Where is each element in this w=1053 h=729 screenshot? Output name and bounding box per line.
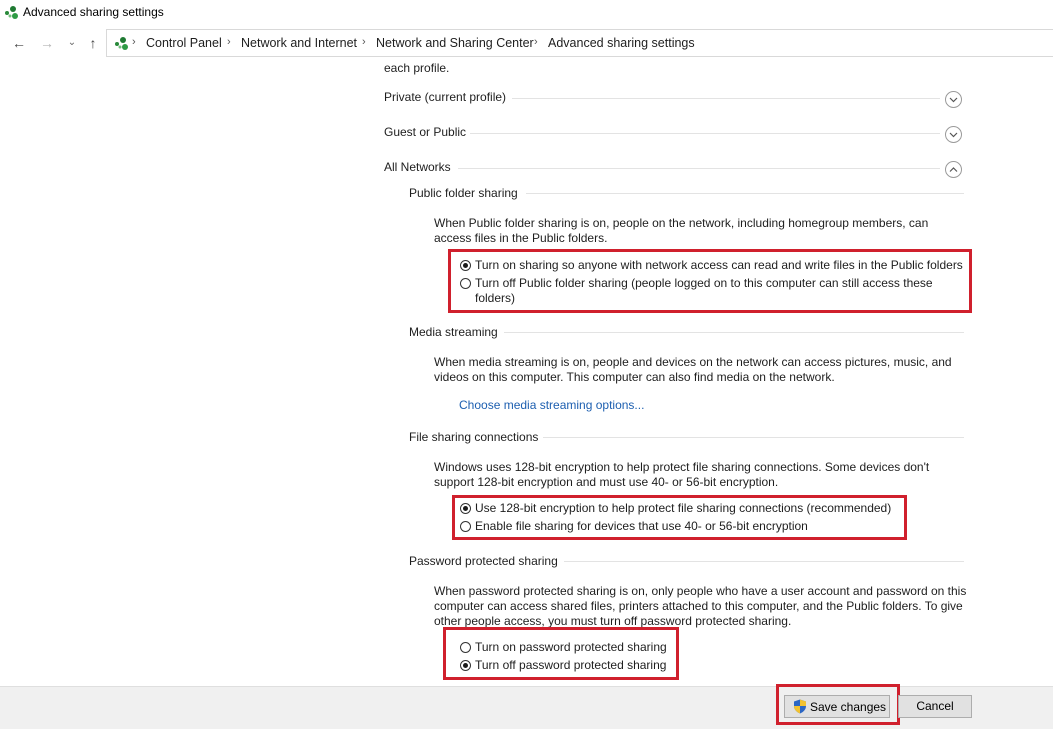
profile-private-label[interactable]: Private (current profile) (384, 90, 507, 104)
password-sharing-heading: Password protected sharing (409, 554, 558, 568)
public-folder-desc-line2: access files in the Public folders. (434, 231, 608, 245)
radio-password-sharing-on[interactable] (460, 642, 471, 653)
expand-chevron-down-icon[interactable] (945, 91, 962, 108)
divider (543, 437, 964, 438)
window-title: Advanced sharing settings (23, 5, 164, 19)
network-icon (3, 4, 19, 20)
breadcrumb-separator-icon[interactable]: › (362, 36, 366, 48)
password-sharing-on-label[interactable]: Turn on password protected sharing (475, 640, 667, 654)
file-sharing-heading: File sharing connections (409, 430, 539, 444)
divider (470, 133, 940, 134)
save-changes-button[interactable] (784, 695, 890, 718)
breadcrumb-network-and-sharing-center[interactable]: Network and Sharing Center (376, 36, 534, 50)
divider (504, 332, 964, 333)
public-folder-heading: Public folder sharing (409, 186, 518, 200)
encryption-40-56-label[interactable]: Enable file sharing for devices that use 40- or 56-bit encryption (475, 519, 808, 533)
breadcrumb-control-panel[interactable]: Control Panel (146, 36, 222, 50)
radio-password-sharing-off[interactable] (460, 660, 471, 671)
media-desc-line2: videos on this computer. This computer can also find media on the network. (434, 370, 835, 384)
divider (512, 98, 940, 99)
divider (564, 561, 964, 562)
breadcrumb-separator-icon[interactable]: › (227, 36, 231, 48)
navigation-bar (0, 26, 1053, 60)
profile-guest-label[interactable]: Guest or Public (384, 125, 467, 139)
password-sharing-off-label[interactable]: Turn off password protected sharing (475, 658, 667, 672)
public-sharing-on-label[interactable]: Turn on sharing so anyone with network access can read and write files in the Public folders (475, 258, 963, 272)
media-streaming-options-link[interactable]: Choose media streaming options... (459, 398, 645, 412)
media-desc-line1: When media streaming is on, people and devices on the network can access pictures, music, and (434, 355, 952, 369)
divider (458, 168, 940, 169)
radio-public-sharing-on[interactable] (460, 260, 471, 271)
divider (526, 193, 964, 194)
save-changes-label: Save changes (810, 700, 887, 714)
collapse-chevron-up-icon[interactable] (945, 161, 962, 178)
radio-encryption-128[interactable] (460, 503, 471, 514)
public-folder-desc-line1: When Public folder sharing is on, people on the network, including homegroup members, can (434, 216, 929, 230)
public-sharing-off-label-line1[interactable]: Turn off Public folder sharing (people logged on to this computer can still access these (475, 276, 933, 290)
control-panel-network-icon (113, 35, 129, 51)
breadcrumb-network-and-internet[interactable]: Network and Internet (241, 36, 358, 50)
forward-arrow-icon[interactable]: → (40, 35, 54, 51)
address-bar[interactable] (106, 29, 1053, 57)
expand-chevron-down-icon[interactable] (945, 126, 962, 143)
radio-encryption-40-56[interactable] (460, 521, 471, 532)
intro-text: each profile. (384, 61, 450, 75)
password-desc-line3: other people access, you must turn off password protected sharing. (434, 614, 792, 628)
uac-shield-icon (793, 699, 807, 714)
recent-locations-chevron-icon[interactable]: ⌄ (67, 37, 77, 48)
title-bar (0, 0, 1053, 26)
up-arrow-icon[interactable]: ↑ (89, 35, 97, 51)
public-sharing-off-label-line2[interactable]: folders) (475, 291, 516, 305)
cancel-button[interactable]: Cancel (898, 695, 972, 718)
profile-all-networks-label[interactable]: All Networks (384, 160, 451, 174)
breadcrumb-separator-icon[interactable]: › (132, 36, 136, 48)
radio-public-sharing-off[interactable] (460, 278, 471, 289)
back-arrow-icon[interactable]: ← (12, 35, 26, 51)
encryption-128-label[interactable]: Use 128-bit encryption to help protect file sharing connections (recommended) (475, 501, 892, 515)
breadcrumb-separator-icon[interactable]: › (534, 36, 538, 48)
file-sharing-desc-line2: support 128-bit encryption and must use 40- or 56-bit encryption. (434, 475, 779, 489)
password-desc-line2: computer can access shared files, printers attached to this computer, and the Public folders. To give (434, 599, 963, 613)
breadcrumb-advanced-sharing-settings[interactable]: Advanced sharing settings (548, 36, 695, 50)
media-streaming-heading: Media streaming (409, 325, 498, 339)
file-sharing-desc-line1: Windows uses 128-bit encryption to help protect file sharing connections. Some devices don't (434, 460, 930, 474)
password-desc-line1: When password protected sharing is on, only people who have a user account and password on this (434, 584, 967, 598)
